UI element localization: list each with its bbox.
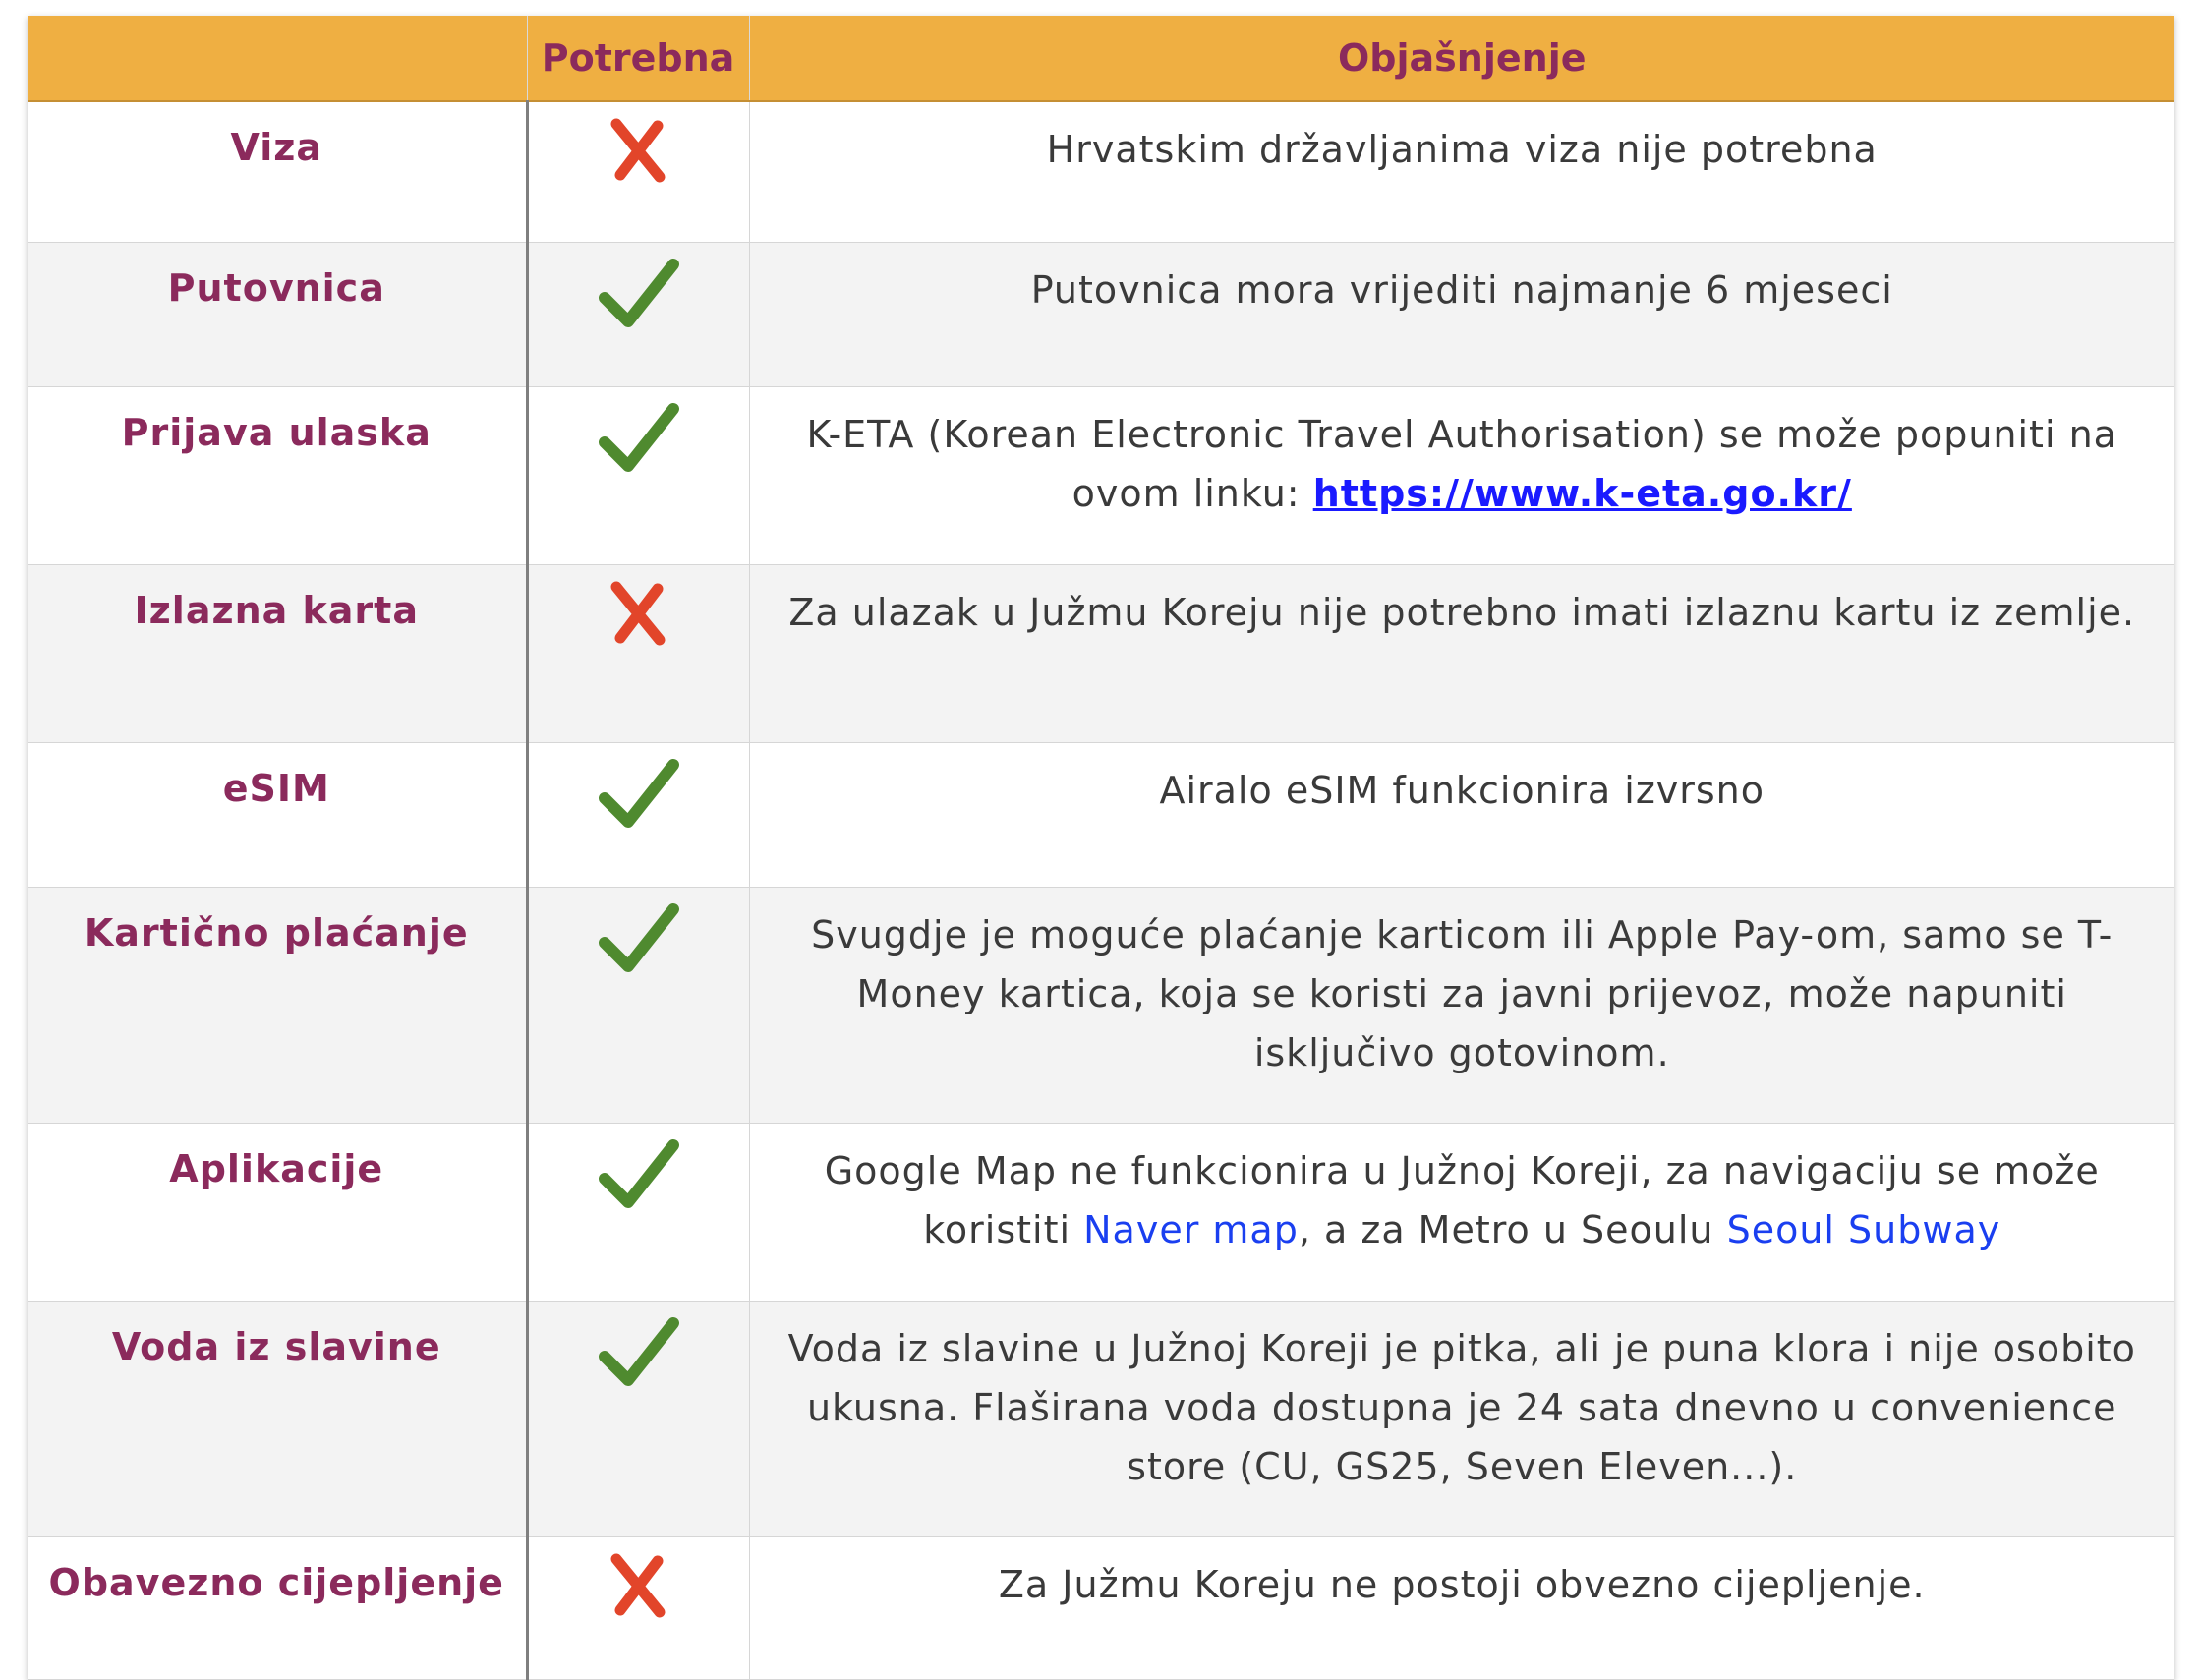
explanation-text: Google Map ne funkcionira u Južnoj Koreji, za navigaciju se može koristiti [824, 1149, 2100, 1251]
k-eta-link[interactable]: https://www.k-eta.go.kr/ [1312, 472, 1852, 515]
check-icon [599, 317, 679, 335]
check-icon [599, 461, 679, 480]
row-explanation: Za Južmu Koreju ne postoji obvezno cijepljenje. [749, 1537, 2174, 1680]
header-item [28, 16, 527, 101]
row-explanation [749, 1124, 2174, 1302]
row-label: Obavezno cijepljenje [28, 1537, 527, 1680]
row-label: Aplikacije [28, 1124, 527, 1302]
table-row [28, 1537, 2174, 1680]
row-required-cell [527, 1124, 749, 1302]
table-header [28, 16, 2174, 101]
row-required-cell [527, 1302, 749, 1537]
table-body [28, 101, 2174, 1680]
naver-map-link[interactable]: Naver map [1083, 1208, 1299, 1251]
explanation-text: , a za Metro u Seoulu [1298, 1208, 1727, 1251]
check-icon [599, 1197, 679, 1216]
row-label: Voda iz slavine [28, 1302, 527, 1537]
explanation-text: K-ETA (Korean Electronic Travel Authorisation) se može popuniti na ovom linku: [806, 413, 2117, 515]
row-required-cell [527, 743, 749, 888]
row-required-cell [527, 565, 749, 743]
row-required-cell [527, 387, 749, 565]
row-explanation: Za ulazak u Južmu Koreju nije potrebno imati izlaznu kartu iz zemlje. [749, 565, 2174, 743]
row-explanation: Voda iz slavine u Južnoj Koreji je pitka, ali je puna klora i nije osobito ukusna. Flaširana voda dostupna je 24 sata dnevno u convenience store (CU, GS25, Seven Eleven...). [749, 1302, 2174, 1537]
row-required-cell [527, 101, 749, 243]
row-label: Prijava ulaska [28, 387, 527, 565]
travel-requirements-table-wrapper [28, 16, 2174, 1680]
row-explanation: Airalo eSIM funkcionira izvrsno [749, 743, 2174, 888]
travel-requirements-table [28, 16, 2174, 1680]
cross-icon [608, 633, 669, 652]
check-icon [599, 1375, 679, 1394]
cross-icon [608, 170, 669, 189]
table-row [28, 1302, 2174, 1537]
table-row [28, 565, 2174, 743]
header-required: Potrebna [527, 16, 749, 101]
row-explanation: Hrvatskim državljanima viza nije potrebna [749, 101, 2174, 243]
row-required-cell [527, 1537, 749, 1680]
check-icon [599, 817, 679, 836]
row-label: Putovnica [28, 243, 527, 387]
row-label: Izlazna karta [28, 565, 527, 743]
row-label: Kartično plaćanje [28, 888, 527, 1124]
row-required-cell [527, 243, 749, 387]
table-row [28, 888, 2174, 1124]
row-explanation: Putovnica mora vrijediti najmanje 6 mjeseci [749, 243, 2174, 387]
row-label: Viza [28, 101, 527, 243]
table-row [28, 1124, 2174, 1302]
row-explanation [749, 387, 2174, 565]
table-row [28, 243, 2174, 387]
table-row [28, 101, 2174, 243]
row-label: eSIM [28, 743, 527, 888]
seoul-subway-link[interactable]: Seoul Subway [1726, 1208, 2001, 1251]
row-required-cell [527, 888, 749, 1124]
row-explanation: Svugdje je moguće plaćanje karticom ili Apple Pay-om, samo se T-Money kartica, koja se koristi za javni prijevoz, može napuniti isključivo gotovinom. [749, 888, 2174, 1124]
table-row [28, 743, 2174, 888]
check-icon [599, 961, 679, 980]
table-row [28, 387, 2174, 565]
header-explanation: Objašnjenje [749, 16, 2174, 101]
header-row [28, 16, 2174, 101]
cross-icon [608, 1605, 669, 1624]
